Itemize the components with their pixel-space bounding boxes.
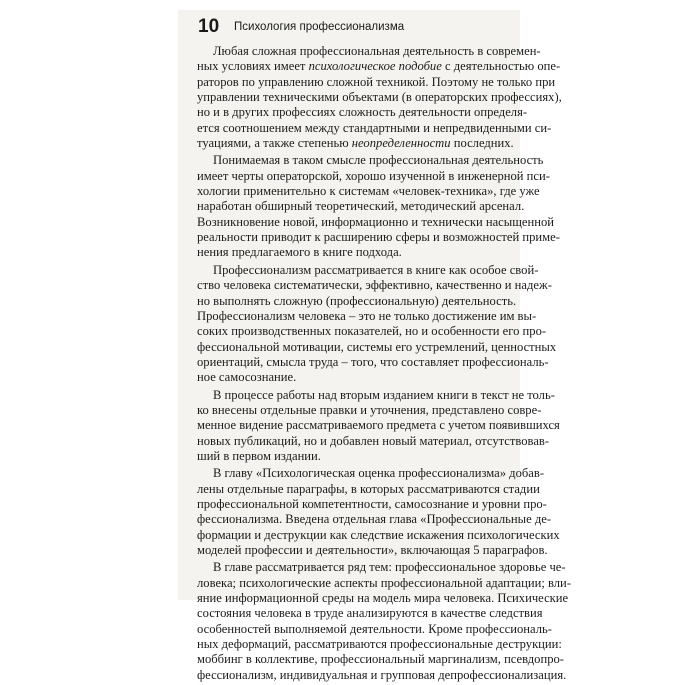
text-line	[197, 527, 560, 543]
text-run: ловека; психологические аспекты профессиональной адаптации; вли-	[197, 575, 571, 590]
text-line	[197, 387, 555, 403]
text-line	[197, 512, 552, 527]
text-run: менное видение рассматриваемого предмета с учетом появившихся	[197, 418, 560, 433]
text-line	[197, 44, 541, 59]
text-run: реальности приводит к расширению сферы и возможностей приме-	[197, 230, 560, 245]
text-run: последних.	[450, 136, 514, 151]
text-run: нения предлагаемого в книге подхода.	[197, 245, 402, 260]
text-run: ший в первом издании.	[197, 448, 321, 463]
text-run: ориентаций, смысла труда – того, что составляет профессиональ-	[197, 354, 549, 369]
text-run: профессиональной компетентности, самосознание и уровни про-	[197, 496, 547, 511]
text-line	[197, 136, 514, 151]
text-run: ных деформаций, рассматриваются профессиональные деструкции:	[197, 637, 562, 652]
paragraph	[197, 153, 560, 260]
text-line	[197, 245, 507, 260]
text-run: В процессе работы над вторым изданием книги в текст не толь-	[213, 387, 555, 402]
text-run: состояния человека в труде анализируются в качестве следствия	[197, 606, 543, 621]
page-number: 10	[198, 16, 220, 37]
text-run: фессионализма. Введена отдельная глава «Профессиональные де-	[197, 512, 552, 527]
text-line	[197, 418, 560, 433]
text-line	[197, 621, 552, 637]
text-run: но и в других профессиях сложность деятельности определя-	[197, 105, 528, 120]
text-line	[197, 575, 571, 591]
text-line	[197, 59, 561, 74]
text-line	[197, 153, 544, 168]
text-line	[197, 354, 549, 370]
text-line	[197, 433, 550, 449]
text-line	[197, 214, 555, 230]
text-run: Возникновение новой, информационно и технически насыщенной	[197, 214, 555, 229]
text-run: наработан обширный теоретический, методический арсенал.	[197, 199, 525, 214]
text-line	[197, 370, 507, 385]
text-line	[197, 120, 552, 136]
text-run: но выполнять сложную (профессиональную) деятельность.	[197, 293, 517, 308]
paragraph	[197, 466, 560, 558]
text-line	[197, 230, 560, 245]
text-line	[197, 324, 547, 339]
body-text	[197, 44, 571, 685]
text-run: ных условиях имеет	[197, 59, 309, 74]
text-line	[197, 105, 528, 120]
text-line	[197, 496, 547, 512]
text-line	[197, 74, 556, 90]
text-run: особенностей выполняемой деятельности. Кроме профессиональ-	[197, 621, 552, 636]
text-line	[197, 449, 507, 464]
text-run: Любая сложная профессиональная деятельность в современ-	[213, 44, 541, 58]
text-run: В главу «Психологическая оценка профессионализма» добав-	[213, 466, 545, 481]
text-run: формации и деструкции как следствие искажения психологических	[197, 527, 560, 542]
paragraph	[197, 262, 557, 386]
text-run: туациями, а также степенью	[197, 136, 352, 151]
text-line	[197, 339, 557, 355]
text-line	[197, 308, 537, 324]
text-run: управлении техническими объектами (в операторских профессиях),	[197, 90, 562, 105]
running-head	[198, 15, 508, 39]
text-run: ное самосознание.	[197, 370, 297, 385]
emphasis-text: психологическое подобие	[308, 59, 442, 74]
text-run: ко внесены отдельные правки и уточнения, представлено совре-	[197, 402, 542, 417]
text-run: моббинг в коллективе, профессиональный маргинализм, псевдопро-	[197, 652, 565, 667]
running-title: Психология профессионализма	[234, 21, 405, 33]
text-line	[197, 168, 550, 184]
paragraph	[197, 560, 571, 683]
text-line	[197, 481, 540, 497]
text-run: фессионализм, индивидуальная и групповая депрофессионализация.	[197, 667, 567, 682]
text-run: соких производственных показателей, но и особенности его про-	[197, 324, 547, 339]
text-run: Понимаемая в таком смысле профессиональная деятельность	[213, 153, 544, 168]
paragraph	[197, 387, 560, 465]
text-run: ется соотношением между стандартными и непредвиденными си-	[197, 120, 552, 135]
text-run: яние информационной среды на модель мира человека. Психические	[197, 591, 569, 606]
text-line	[197, 293, 517, 309]
text-run: хологии применительно к системам «человек-техника», где уже	[197, 184, 540, 199]
text-line	[197, 184, 540, 199]
paragraph	[197, 44, 562, 151]
text-run: фессиональной мотивации, системы его устремлений, ценностных	[197, 339, 557, 354]
text-line	[197, 667, 567, 683]
text-line	[197, 637, 562, 652]
emphasis-text: неопределенности	[351, 136, 451, 151]
text-run: имеет черты операторской, хорошо изученной в инженерной пси-	[197, 168, 550, 183]
text-line	[197, 262, 539, 278]
text-line	[197, 606, 543, 621]
text-line	[197, 466, 545, 481]
text-line	[197, 199, 525, 214]
text-run: новых публикаций, но и добавлен новый материал, отсутствовав-	[197, 433, 550, 448]
text-run: Профессионализм человека – это не только достижение им вы-	[197, 308, 537, 323]
text-run: раторов по управлению сложной техникой. Поэтому не только при	[197, 74, 556, 89]
text-run: лены отдельные параграфы, в которых рассматриваются стадии	[197, 481, 540, 496]
text-line	[197, 652, 565, 667]
text-run: ство человека систематически, эффективно, качественно и надеж-	[197, 278, 552, 293]
text-run: Профессионализм рассматривается в книге как особое свой-	[213, 262, 539, 277]
text-run: В главе рассматривается ряд тем: профессиональное здоровье че-	[213, 560, 566, 575]
text-line	[197, 278, 552, 293]
text-run: с деятельностью опе-	[441, 59, 561, 74]
text-line	[197, 560, 566, 575]
text-line	[197, 90, 562, 105]
text-line	[197, 402, 542, 418]
text-line	[197, 543, 548, 558]
text-run: моделей профессии и деятельности», включающая 5 параграфов.	[197, 543, 548, 557]
text-line	[197, 591, 569, 606]
